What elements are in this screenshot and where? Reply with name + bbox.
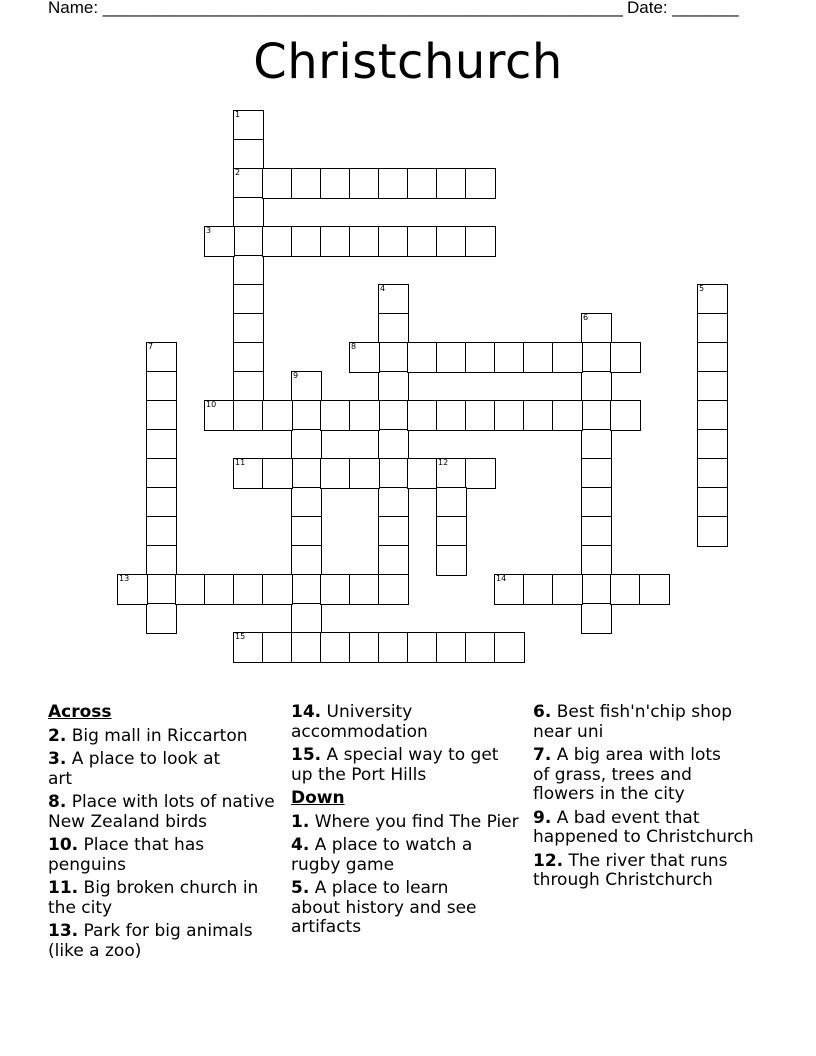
clue-down-12 [533,852,743,891]
grid-cell[interactable] [146,603,177,634]
grid-cell[interactable] [233,371,264,402]
grid-cell[interactable] [407,168,438,199]
grid-cell[interactable] [378,429,409,460]
grid-cell[interactable] [146,342,177,373]
cell-number: 2 [235,168,241,177]
cell-number: 1 [235,110,241,119]
grid-cell[interactable] [465,342,496,373]
clue-number: 5. [291,878,310,898]
grid-cell[interactable] [291,603,322,634]
grid-cell[interactable] [436,168,467,199]
grid-cell[interactable] [262,400,293,431]
grid-cell[interactable] [639,574,670,605]
name-line: _______________________________________________________ [102,0,623,17]
grid-cell[interactable] [697,371,728,402]
grid-cell[interactable] [291,487,322,518]
clue-across-8 [48,793,280,832]
grid-cell[interactable] [378,516,409,547]
grid-cell[interactable] [378,458,409,489]
grid-cell[interactable] [378,371,409,402]
cell-number: 3 [206,226,212,235]
name-label: Name: [48,0,103,17]
grid-cell[interactable] [465,400,496,431]
grid-cell[interactable] [407,226,438,257]
grid-cell[interactable] [465,632,496,663]
grid-cell[interactable] [697,313,728,344]
grid-cell[interactable] [378,342,409,373]
grid-cell[interactable] [146,574,177,605]
clue-number: 9. [533,807,552,828]
clue-across-3 [48,750,238,789]
cell-number: 5 [699,284,705,293]
clue-number: 8. [48,792,67,812]
clue-number: 15. [291,745,322,765]
grid-cell[interactable] [407,342,438,373]
grid-cell[interactable] [697,400,728,431]
cell-number: 6 [583,313,589,322]
grid-cell[interactable] [291,632,322,663]
clue-text: University accommodation [291,702,428,742]
grid-cell[interactable] [697,458,728,489]
grid-cell[interactable] [349,400,380,431]
grid-cell[interactable] [233,255,264,286]
grid-cell[interactable] [523,574,554,605]
clue-text: A big area with lots of grass, trees and flowers in the city [533,745,721,804]
grid-cell[interactable] [378,574,409,605]
grid-cell[interactable] [436,400,467,431]
clue-across-2 [48,727,280,747]
clue-text: Park for big animals (like a zoo) [48,921,253,961]
clue-number: 12. [533,850,564,871]
grid-cell[interactable] [233,284,264,315]
across-heading: Across [48,702,112,722]
down-heading: Down [291,788,345,808]
grid-cell[interactable] [610,342,641,373]
clue-across-15 [291,746,519,785]
grid-cell[interactable] [291,516,322,547]
grid-cell[interactable] [320,400,351,431]
grid-cell[interactable] [436,342,467,373]
grid-cell[interactable] [494,632,525,663]
date-line: _______ [672,0,739,17]
grid-cell[interactable] [146,545,177,576]
clue-number: 6. [533,702,552,722]
grid-cell[interactable] [697,342,728,373]
grid-cell[interactable] [233,313,264,344]
clue-number: 13. [48,921,79,941]
clue-text: Big mall in Riccarton [71,725,248,746]
grid-cell[interactable] [465,458,496,489]
clue-across-13 [48,922,280,961]
grid-cell[interactable] [494,342,525,373]
cell-number: 15 [235,632,246,641]
grid-cell[interactable] [291,371,322,402]
grid-cell[interactable] [407,458,438,489]
cell-number: 9 [293,371,299,380]
clue-number: 14. [291,702,322,722]
grid-cell[interactable] [378,545,409,576]
puzzle-title: Christchurch [253,34,563,90]
cell-number: 13 [119,574,130,583]
clue-text: A bad event that happened to Christchurch [533,807,754,847]
grid-cell[interactable] [436,458,467,489]
grid-cell[interactable] [378,284,409,315]
clue-text: A place to look at art [48,749,221,789]
grid-cell[interactable] [697,284,728,315]
grid-cell[interactable] [117,574,148,605]
clue-text: A special way to get up the Port Hills [291,745,499,785]
grid-cell[interactable] [581,371,612,402]
clue-across-11 [48,879,280,918]
grid-cell[interactable] [291,226,322,257]
cell-number: 14 [496,574,507,583]
clue-text: Big broken church in the city [48,878,259,918]
grid-cell[interactable] [349,168,380,199]
grid-cell[interactable] [552,342,583,373]
grid-cell[interactable] [233,574,264,605]
clue-text: A place to learn about history and see artifacts [291,878,477,937]
grid-cell[interactable] [146,487,177,518]
grid-cell[interactable] [146,516,177,547]
grid-cell[interactable] [552,574,583,605]
grid-cell[interactable] [320,226,351,257]
clue-text: Best fish'n'chip shop near uni [533,702,733,742]
grid-cell[interactable] [349,632,380,663]
grid-cell[interactable] [291,545,322,576]
grid-cell[interactable] [494,574,525,605]
grid-cell[interactable] [204,226,235,257]
grid-cell[interactable] [320,574,351,605]
grid-cell[interactable] [610,400,641,431]
grid-cell[interactable] [204,400,235,431]
grid-cell[interactable] [233,632,264,663]
clue-number: 10. [48,835,79,855]
grid-cell[interactable] [146,371,177,402]
clue-down-7 [533,746,738,805]
grid-cell[interactable] [407,400,438,431]
grid-cell[interactable] [697,429,728,460]
grid-cell[interactable] [175,574,206,605]
grid-cell[interactable] [233,197,264,228]
grid-cell[interactable] [465,168,496,199]
grid-cell[interactable] [320,458,351,489]
clue-text: Place that has penguins [48,835,205,875]
grid-cell[interactable] [233,400,264,431]
clue-number: 1. [291,811,310,832]
grid-cell[interactable] [436,516,467,547]
grid-cell[interactable] [697,516,728,547]
clue-number: 4. [291,835,310,855]
grid-cell[interactable] [320,168,351,199]
clue-down-6 [533,703,743,742]
grid-cell[interactable] [581,516,612,547]
grid-cell[interactable] [146,458,177,489]
grid-cell[interactable] [262,574,293,605]
grid-cell[interactable] [581,487,612,518]
grid-cell[interactable] [378,487,409,518]
grid-cell[interactable] [436,632,467,663]
clue-text: Where you find The Pier [314,811,519,832]
clue-down-9 [533,809,769,848]
grid-cell[interactable] [407,632,438,663]
clue-across-14 [291,703,519,742]
grid-cell[interactable] [349,226,380,257]
grid-cell[interactable] [349,574,380,605]
cell-number: 8 [351,342,357,351]
grid-cell[interactable] [581,458,612,489]
grid-cell[interactable] [436,487,467,518]
grid-cell[interactable] [262,226,293,257]
grid-cell[interactable] [581,574,612,605]
grid-cell[interactable] [581,603,612,634]
clue-column-2 [291,703,519,942]
grid-cell[interactable] [146,429,177,460]
clue-text: The river that runs through Christchurch [533,850,728,890]
grid-cell[interactable] [552,400,583,431]
grid-cell[interactable] [204,574,235,605]
grid-cell[interactable] [581,545,612,576]
grid-cell[interactable] [581,429,612,460]
grid-cell[interactable] [610,574,641,605]
grid-cell[interactable] [697,487,728,518]
grid-cell[interactable] [233,342,264,373]
clue-text: Place with lots of native New Zealand birds [48,792,275,832]
grid-cell[interactable] [378,400,409,431]
grid-cell[interactable] [581,342,612,373]
grid-cell[interactable] [436,226,467,257]
grid-cell[interactable] [262,632,293,663]
grid-cell[interactable] [291,574,322,605]
cell-number: 11 [235,458,246,467]
clue-text: A place to watch a rugby game [291,835,473,875]
grid-cell[interactable] [262,168,293,199]
clue-number: 11. [48,878,79,898]
clue-down-1 [291,813,519,833]
grid-cell[interactable] [378,168,409,199]
clue-number: 3. [48,749,67,769]
clue-number: 7. [533,745,552,765]
grid-cell[interactable] [291,168,322,199]
grid-cell[interactable] [581,313,612,344]
grid-cell[interactable] [233,110,264,141]
grid-cell[interactable] [233,226,264,257]
cell-number: 12 [438,458,449,467]
grid-cell[interactable] [146,400,177,431]
cell-number: 10 [206,400,217,409]
clue-down-5 [291,879,491,938]
grid-cell[interactable] [233,168,264,199]
grid-cell[interactable] [378,632,409,663]
grid-cell[interactable] [349,342,380,373]
grid-cell[interactable] [291,400,322,431]
grid-cell[interactable] [233,139,264,170]
grid-cell[interactable] [494,400,525,431]
clue-across-10 [48,836,228,875]
clue-down-4 [291,836,491,875]
grid-cell[interactable] [320,632,351,663]
grid-cell[interactable] [233,458,264,489]
grid-cell[interactable] [581,400,612,431]
grid-cell[interactable] [523,400,554,431]
clue-column-3 [533,703,769,895]
grid-cell[interactable] [262,458,293,489]
cell-number: 7 [148,342,154,351]
grid-cell[interactable] [465,226,496,257]
grid-cell[interactable] [291,458,322,489]
date-label: Date: [627,0,673,17]
grid-cell[interactable] [436,545,467,576]
clue-column-1 [48,703,280,965]
cell-number: 4 [380,284,386,293]
clue-number: 2. [48,725,67,746]
grid-cell[interactable] [523,342,554,373]
grid-cell[interactable] [291,429,322,460]
grid-cell[interactable] [349,458,380,489]
grid-cell[interactable] [378,226,409,257]
grid-cell[interactable] [378,313,409,344]
